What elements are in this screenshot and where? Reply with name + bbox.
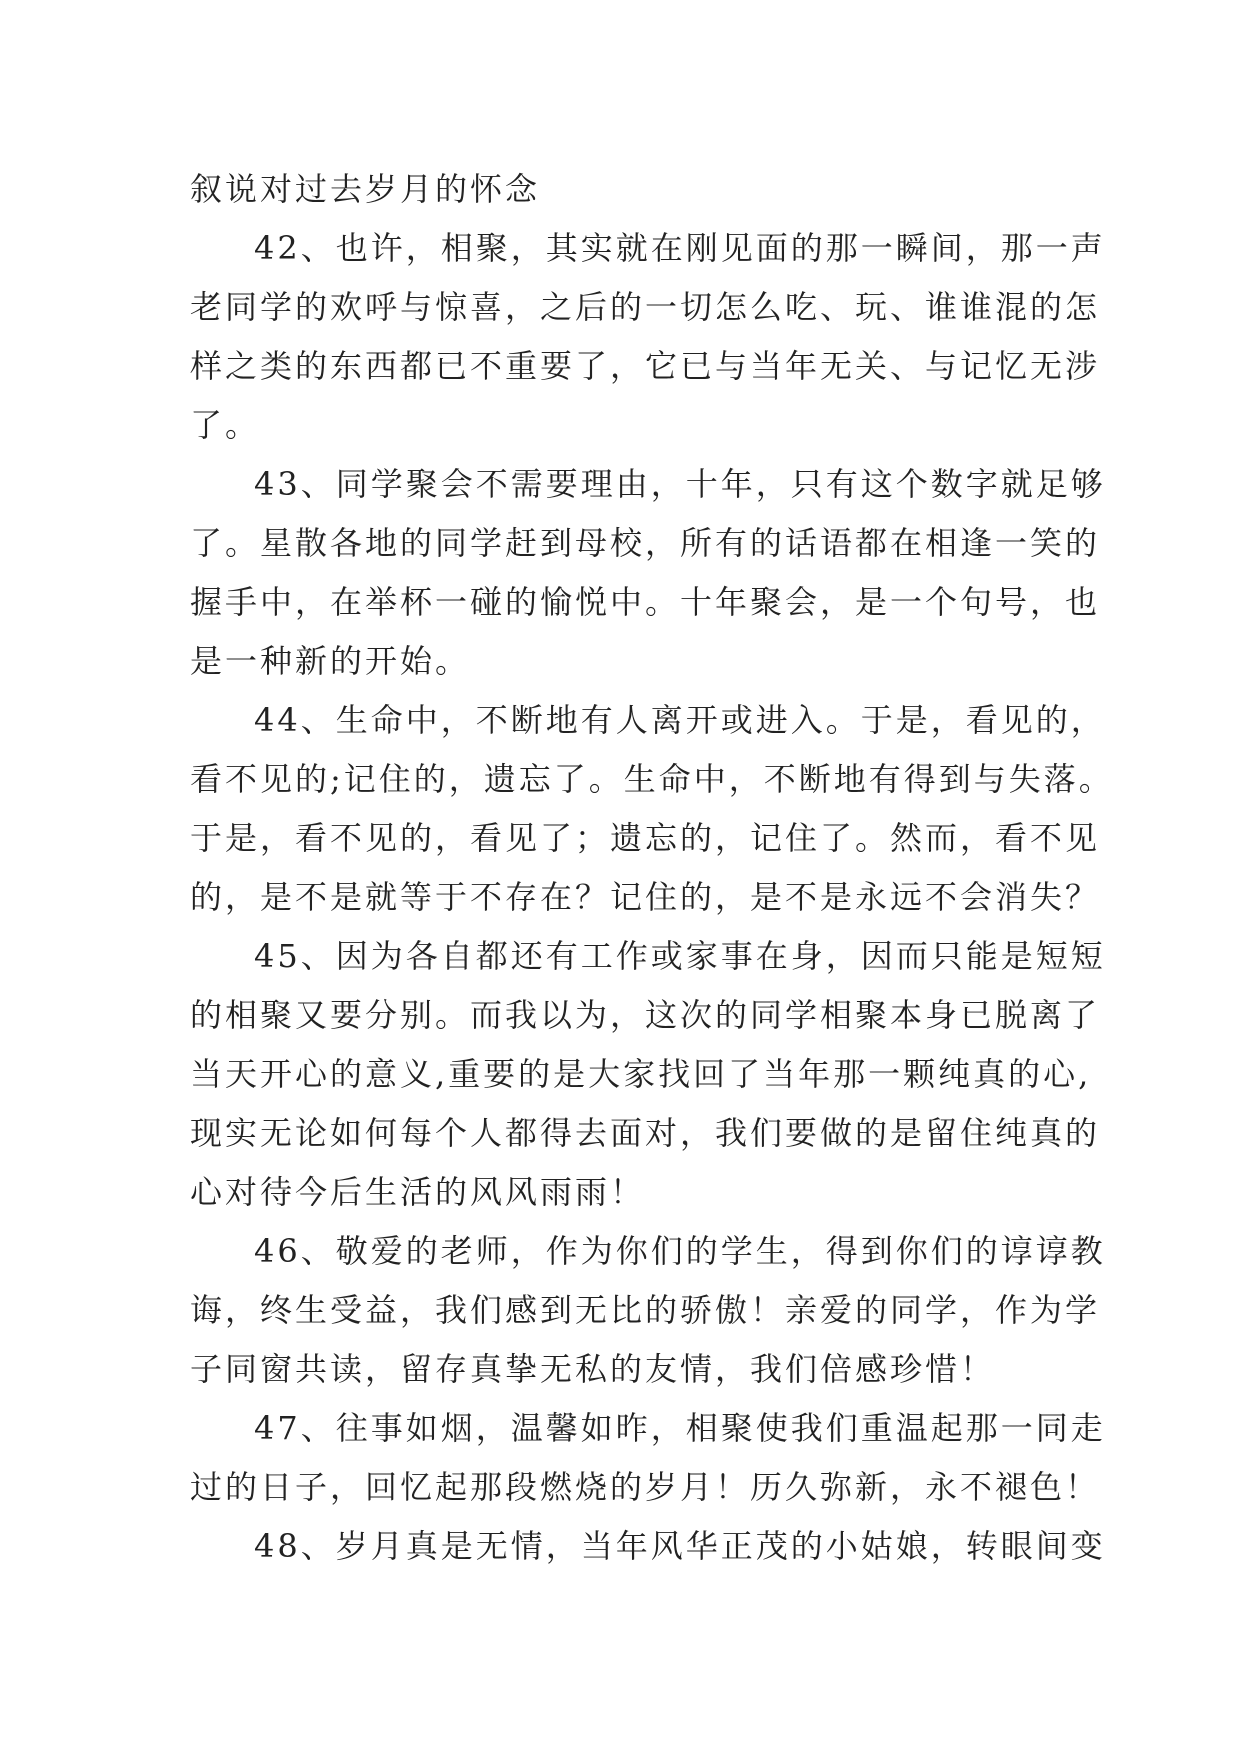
- text-line: 了。星散各地的同学赶到母校，所有的话语都在相逢一笑的: [190, 524, 1101, 562]
- text-line: 的，是不是就等于不存在？记住的，是不是永远不会消失？: [190, 878, 1101, 916]
- text-line: 43、同学聚会不需要理由，十年，只有这个数字就足够: [254, 465, 1106, 503]
- text-line: 叙说对过去岁月的怀念: [190, 170, 541, 208]
- document-body: [190, 160, 1114, 1576]
- text-line: 握手中，在举杯一碰的愉悦中。十年聚会，是一个句号，也: [190, 583, 1101, 621]
- text-line: 心对待今后生活的风风雨雨！: [190, 1173, 646, 1211]
- text-line: 是一种新的开始。: [190, 642, 471, 680]
- text-line: 45、因为各自都还有工作或家事在身，因而只能是短短: [254, 937, 1106, 975]
- text-line: 过的日子，回忆起那段燃烧的岁月！历久弥新，永不褪色！: [190, 1468, 1101, 1506]
- text-line: 47、往事如烟，温馨如昨，相聚使我们重温起那一同走: [254, 1409, 1106, 1447]
- text-line: 子同窗共读，留存真挚无私的友情，我们倍感珍惜！: [190, 1350, 996, 1388]
- text-line: 现实无论如何每个人都得去面对，我们要做的是留住纯真的: [190, 1114, 1101, 1152]
- text-line: 诲，终生受益，我们感到无比的骄傲！亲爱的同学，作为学: [190, 1291, 1101, 1329]
- text-line: 于是，看不见的，看见了；遗忘的，记住了。然而，看不见: [190, 819, 1101, 857]
- text-line: 看不见的;记住的，遗忘了。生命中，不断地有得到与失落。: [190, 760, 1114, 798]
- text-line: 42、也许，相聚，其实就在刚见面的那一瞬间，那一声: [254, 229, 1106, 267]
- text-line: 了。: [190, 406, 261, 444]
- text-line: 当天开心的意义,重要的是大家找回了当年那一颗纯真的心,: [190, 1055, 1092, 1093]
- text-line: 46、敬爱的老师，作为你们的学生，得到你们的谆谆教: [254, 1232, 1106, 1270]
- text-line: 48、岁月真是无情，当年风华正茂的小姑娘，转眼间变: [254, 1527, 1106, 1565]
- text-line: 44、生命中，不断地有人离开或进入。于是，看见的，: [254, 701, 1106, 739]
- text-line: 的相聚又要分别。而我以为，这次的同学相聚本身已脱离了: [190, 996, 1101, 1034]
- text-line: 样之类的东西都已不重要了，它已与当年无关、与记忆无涉: [190, 347, 1101, 385]
- text-line: 老同学的欢呼与惊喜，之后的一切怎么吃、玩、谁谁混的怎: [190, 288, 1101, 326]
